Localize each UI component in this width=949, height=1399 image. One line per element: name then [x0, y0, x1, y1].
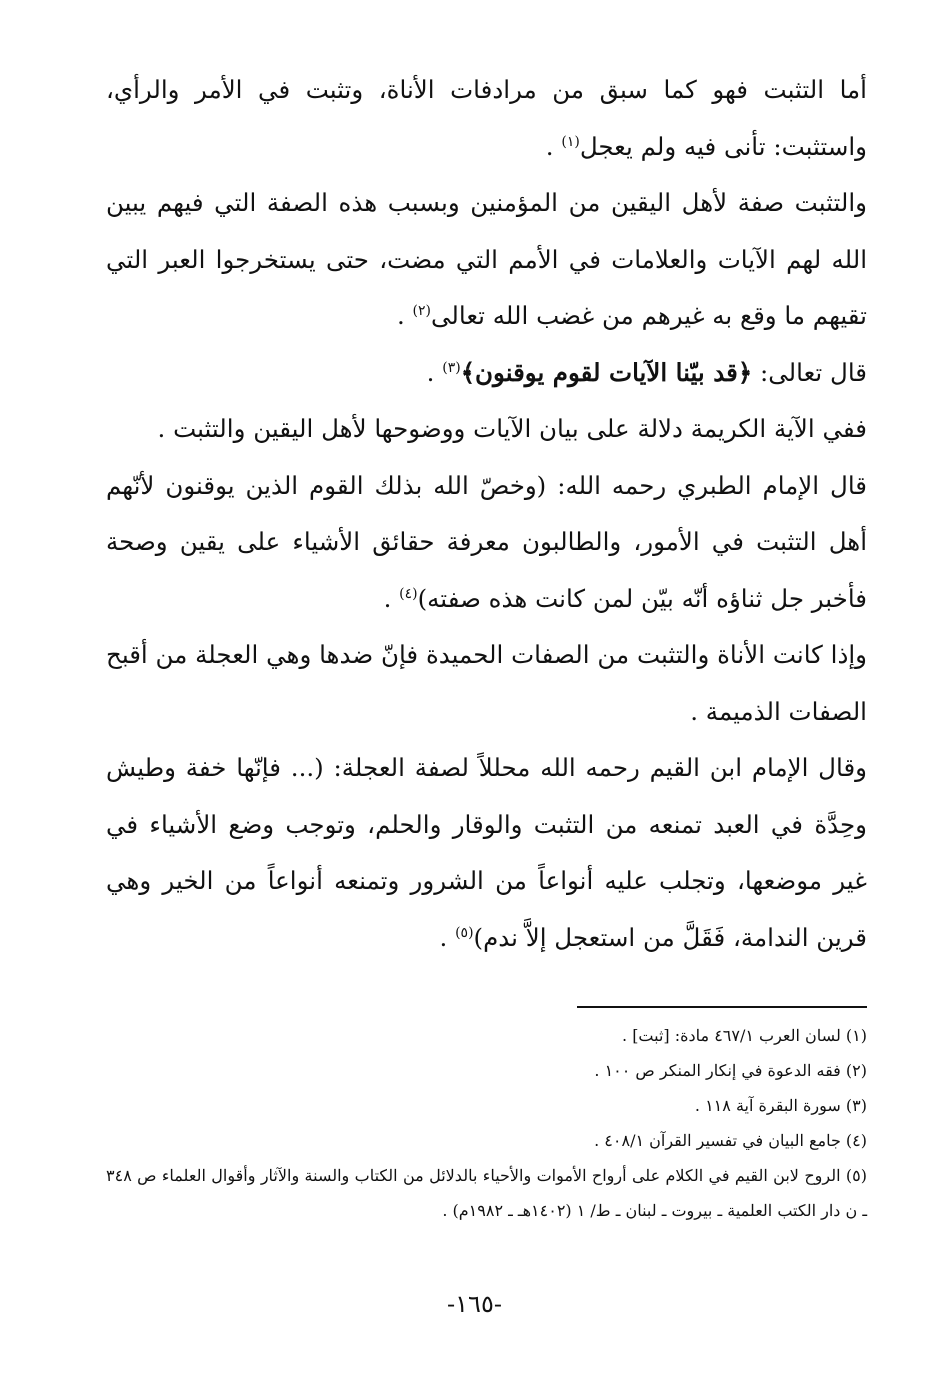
paragraph-end: . — [426, 357, 443, 387]
paragraph-text: وإذا كانت الأناة والتثبت من الصفات الحميدة فإنّ ضدها وهي العجلة من أقبح الصفات الذميمة . — [106, 640, 867, 726]
footnote-ref[interactable]: (١) — [561, 133, 580, 150]
paragraph-1 — [106, 62, 867, 175]
footnote-ref[interactable]: (٢) — [412, 302, 432, 319]
footnote-separator — [577, 1006, 867, 1008]
paragraph-text: وقال الإمام ابن القيم رحمه الله محللاً لصفة العجلة: (... فإنّها خفة وطيش وحِدَّة في العبد تمنعه من التثبت والوقار والحلم، وتوجب وضع الأشياء في غير موضعها، وتجلب عليه أنواعاً من الشرور وتمنعه أنواعاً من الخير وهي قرين الندامة، فَقَلَّ من استعجل إلاَّ ندم) — [106, 753, 867, 952]
footnote-3: (٣) سورة البقرة آية ١١٨ . — [694, 1096, 867, 1115]
paragraph-text: قال تعالى: — [752, 357, 867, 387]
paragraph-text: ففي الآية الكريمة دلالة على بيان الآيات ووضوحها لأهل اليقين والتثبت . — [157, 414, 867, 443]
paragraph-end: . — [383, 583, 400, 613]
paragraph-5 — [106, 458, 867, 628]
paragraph-end: . — [545, 131, 562, 161]
footnote-ref[interactable]: (٤) — [399, 585, 418, 602]
footnote-5: (٥) الروح لابن القيم في الكلام على أرواح الأموات والأحياء بالدلائل من الكتاب والسنة والآثار وأقوال العلماء ص ٣٤٨ ـ ن دار الكتب العلمية ـ بيروت ـ لبنان ـ ط/ ١ (١٤٠٢هـ ـ ١٩٨٢م) . — [106, 1166, 867, 1220]
page-number: -١٦٥- — [447, 1290, 502, 1318]
footnote-4: (٤) جامع البيان في تفسير القرآن ٤٠٨/١ . — [594, 1131, 867, 1150]
paragraph-3 — [106, 345, 867, 402]
footnote-1: (١) لسان العرب ٤٦٧/١ مادة: [ثبت] . — [622, 1026, 867, 1045]
paragraph-end: . — [439, 922, 456, 952]
footnote-ref[interactable]: (٣) — [442, 359, 461, 376]
footnotes — [106, 1018, 867, 1228]
paragraph-7 — [106, 740, 867, 966]
quran-verse: ﴿قد بيّنا الآيات لقوم يوقنون﴾ — [460, 357, 753, 387]
paragraph-end: . — [396, 301, 413, 330]
footnote-2: (٢) فقه الدعوة في إنكار المنكر ص ١٠٠ . — [594, 1061, 867, 1080]
paragraph-text: أما التثبت فهو كما سبق من مرادفات الأناة، وتثبت في الأمر والرأي، واستثبت: تأنى فيه ولم يعجل — [106, 75, 867, 161]
paragraph-4 — [106, 401, 867, 458]
paragraph-text: قال الإمام الطبري رحمه الله: (وخصّ الله بذلك القوم الذين يوقنون لأنّهم أهل التثبت في الأمور، والطالبون معرفة حقائق الأشياء على يقين وصحة فأخبر جل ثناؤه أنّه بيّن لمن كانت هذه صفته) — [106, 470, 867, 613]
paragraph-text: والتثبت صفة لأهل اليقين من المؤمنين وبسبب هذه الصفة التي فيهم يبين الله لهم الآيات والعلامات في الأمم التي مضت، حتى يستخرجوا العبر التي تقيهم ما وقع به غيرهم من غضب الله تعالى — [106, 188, 867, 330]
main-text — [106, 62, 867, 966]
footnote-ref[interactable]: (٥) — [455, 924, 474, 941]
paragraph-6 — [106, 627, 867, 740]
paragraph-2 — [106, 175, 867, 345]
